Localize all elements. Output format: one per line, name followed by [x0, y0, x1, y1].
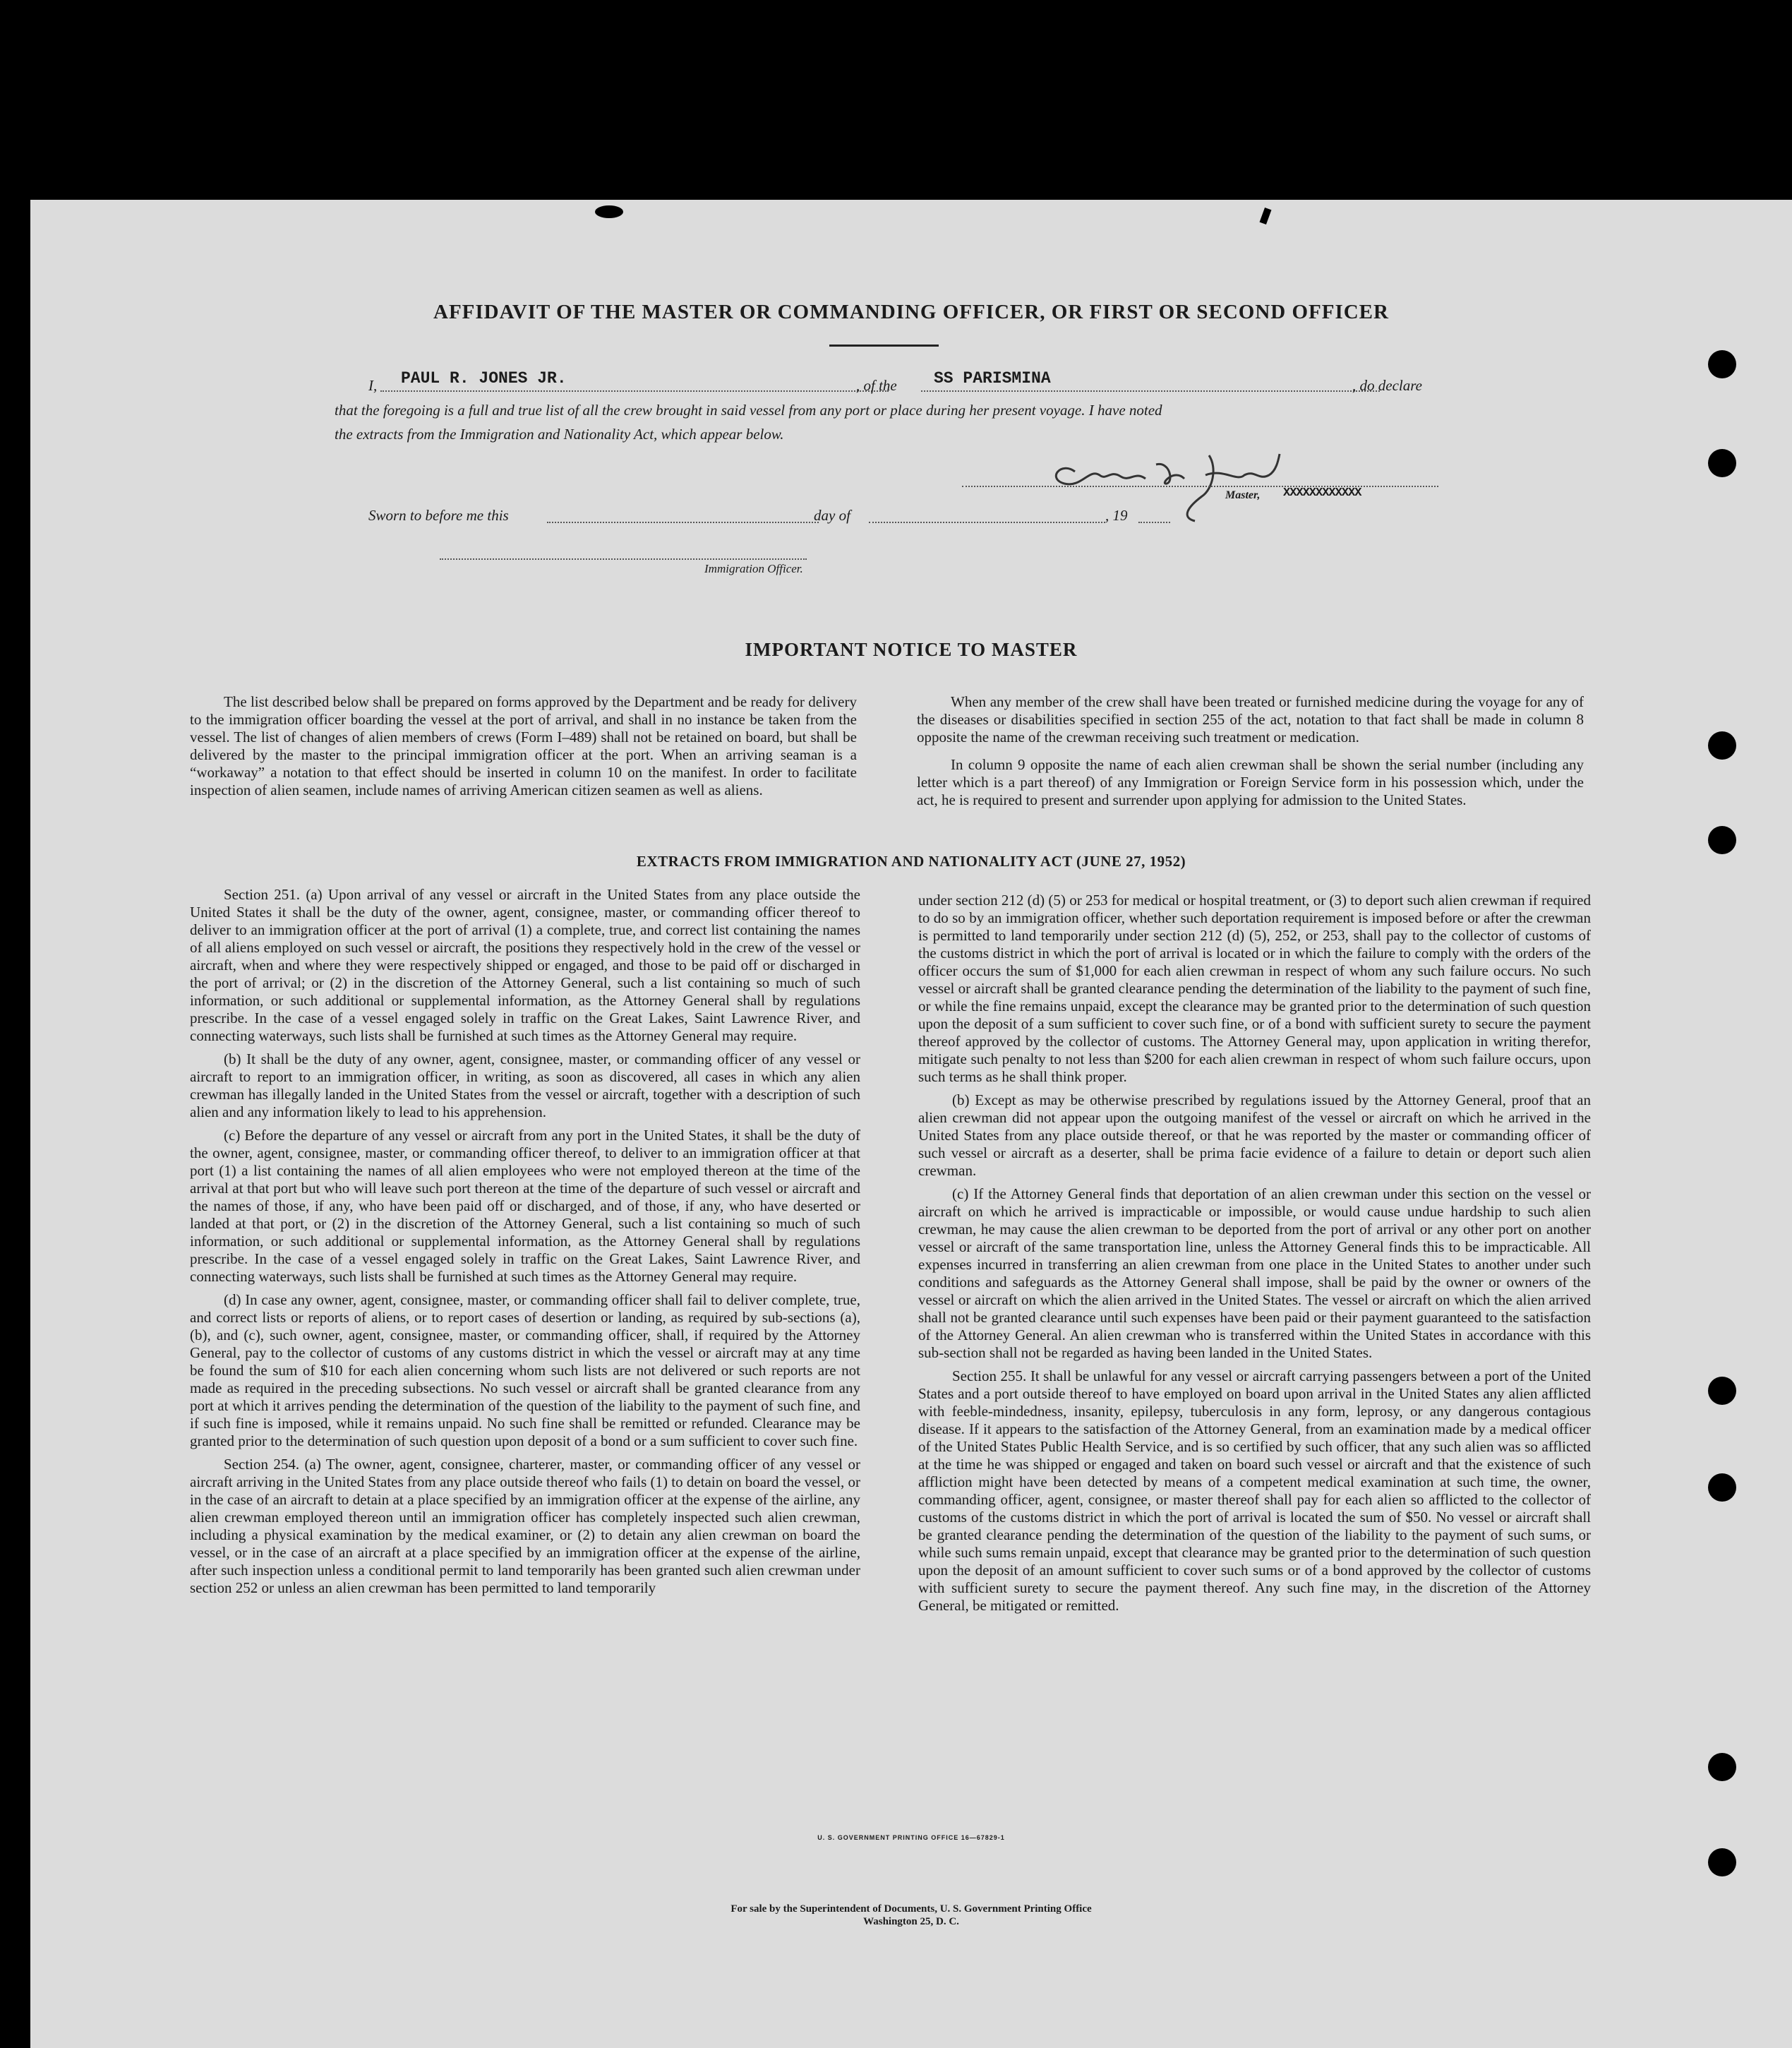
notice-title: IMPORTANT NOTICE TO MASTER — [745, 639, 1078, 660]
punch-hole — [1708, 1848, 1736, 1876]
section-251-b: (b) It shall be the duty of any owner, agent, consignee, master, or commanding officer of any vessel or aircraft to report to an immigration officer, in writing, as soon as discovered, all cases in which any alien crewman has illegally landed in the United States from the vessel or aircraft, together with a description of such alien and any information likely to lead to his apprehension. — [190, 1050, 860, 1120]
year-label: , 19 — [1105, 507, 1128, 524]
immigration-officer-line — [440, 558, 807, 560]
extracts-left-column — [190, 886, 860, 1603]
notice-right-column — [917, 693, 1584, 815]
statement-line-1: that the foregoing is a full and true list of all the crew brought in said vessel from any port or place during her present voyage. I have noted — [335, 402, 1162, 419]
sworn-year-line — [1138, 522, 1170, 523]
declarant-name: PAUL R. JONES JR. — [401, 369, 567, 388]
scan-mark — [595, 205, 623, 218]
declarant-name-line — [380, 390, 889, 392]
notice-right-paragraph-1: When any member of the crew shall have been treated or furnished medicine during the voyage for any of the diseases or disabilities specified in section 255 of the act, notation to that fact shall be made in column 8 opposite the name of the crewman receiving such treatment or medication. — [917, 693, 1584, 745]
i-label: I, — [368, 377, 378, 394]
section-251-a: Section 251. (a) Upon arrival of any vessel or aircraft in the United States from any place outside the United States it shall be the duty of the owner, agent, consignee, master, or commanding officer thereof to deliver to an immigration officer at the port of arrival (1) a complete, true, and correct list containing the names of all aliens employed on such vessel or aircraft, the positions they respectively hold in the crew of the vessel or aircraft, when and where they were respectively shipped or engaged, and those to be paid off or discharged in the port of arrival; or (2) in the discretion of the Attorney General, such a list containing so much of such information, or such additional or supplemental information, as the Attorney General shall by regulations prescribe. In the case of a vessel engaged solely in traffic on the Great Lakes, Saint Lawrence River, and connecting waterways, such lists shall be furnished at such times as the Attorney General may require. — [190, 886, 860, 1044]
day-of-label: day of — [814, 507, 850, 524]
punch-hole — [1708, 1473, 1736, 1502]
section-254-a-cont: under section 212 (d) (5) or 253 for medical or hospital treatment, or (3) to deport such alien crewman if required to do so by an immigration officer, whether such deportation requirement is imposed before or after the crewman is permitted to land temporarily under section 212 (d) (5), 252, or 253, shall pay to the collector of customs of the customs district in which the port of arrival is located or in which the failure to comply with the orders of the officer occurs the sum of $1,000 for each alien crewman in respect of whom any such failure occurs. No such vessel or aircraft shall be granted clearance pending the determination of the liability to the payment of such fine, or while the fine remains unpaid, except the clearance may be granted prior to the determination of such question upon the deposit of a sum sufficient to cover such fine, or of a bond with sufficient surety to secure the payment thereof approved by the collector of customs. The Attorney General may, upon application in writing therefor, mitigate such penalty to not less than $200 for each alien crewman in respect of whom such failure occurs, upon such terms as he shall think proper. — [918, 892, 1591, 1085]
sworn-month-line — [869, 522, 1105, 523]
sale-notice — [30, 1903, 1792, 1928]
immigration-officer-label: Immigration Officer. — [704, 562, 803, 575]
declare-label: , do declare — [1352, 377, 1422, 394]
scan-mark — [1260, 208, 1272, 224]
vessel-name: SS PARISMINA — [934, 369, 1051, 388]
struck-officer-text: XXXXXXXXXXXX — [1283, 486, 1361, 500]
punch-hole — [1708, 731, 1736, 760]
signature-line — [962, 486, 1438, 487]
statement-line-2: the extracts from the Immigration and Nationality Act, which appear below. — [335, 426, 784, 443]
sale-line-1: For sale by the Superintendent of Documents, U. S. Government Printing Office — [730, 1903, 1092, 1915]
section-254-c: (c) If the Attorney General finds that deportation of an alien crewman under this section on the vessel or aircraft on which he arrived is impracticable or impossible, or would cause undue hardship to such alien crewman, he may cause the alien crewman to be deported from the port of arrival or any other port on another vessel or aircraft of the same transportation line, unless the Attorney General finds this to be impracticable. All expenses incurred in transferring an alien crewman from one place in the United States to another under such conditions and safeguards as the Attorney General shall impose, shall be paid by the owner or owners of the vessel or aircraft on which the alien arrived in the United States. The vessel or aircraft on which the alien arrived shall not be granted clearance until such expenses have been paid or their payment guaranteed to the satisfaction of the Attorney General. An alien crewman who is transferred within the United States in accordance with this sub-section shall not be regarded as having been landed in the United States. — [918, 1185, 1591, 1361]
extracts-right-column — [918, 892, 1591, 1620]
punch-hole — [1708, 350, 1736, 378]
printing-office-line: U. S. GOVERNMENT PRINTING OFFICE 16—67829-1 — [817, 1834, 1005, 1841]
form-page — [30, 200, 1792, 2048]
section-254-b: (b) Except as may be otherwise prescribed by regulations issued by the Attorney General, proof that an alien crewman did not appear upon the outgoing manifest of the vessel or aircraft on which he arrived in the United States from any place outside thereof, or that he was reported by the master or commanding officer of such vessel or aircraft as a deserter, shall be prima facie evidence of a failure to detain or deport such alien crewman. — [918, 1091, 1591, 1179]
extracts-title: EXTRACTS FROM IMMIGRATION AND NATIONALITY ACT (JUNE 27, 1952) — [636, 853, 1186, 870]
master-label: Master, — [1225, 489, 1261, 501]
punch-hole — [1708, 1377, 1736, 1405]
sale-line-2: Washington 25, D. C. — [863, 1916, 959, 1927]
affidavit-title: AFFIDAVIT OF THE MASTER OR COMMANDING OFFICER, OR FIRST OR SECOND OFFICER — [433, 301, 1389, 323]
punch-hole — [1708, 1753, 1736, 1781]
of-the-label: , of the — [856, 377, 897, 394]
section-255: Section 255. It shall be unlawful for any vessel or aircraft carrying passengers between a port of the United States and a port outside thereof to have employed on board upon arrival in the United States any alien afflicted with feeble-mindedness, insanity, epilepsy, tuberculosis in any form, leprosy, or any dangerous contagious disease. If it appears to the satisfaction of the Attorney General, from an examination made by a medical officer of the United States Public Health Service, and is so certified by such officer, that any such alien was so afflicted at the time he was shipped or engaged and taken on board such vessel or aircraft and that the existence of such affliction might have been detected by means of a competent medical examination at such time, the owner, commanding officer, agent, consignee, or master thereof shall pay for each alien so afflicted to the collector of customs of the customs district in which the port of arrival is located the sum of $50. No vessel or aircraft shall be granted clearance pending the determination of the question of the liability to the payment of such sums, or while such sums remain unpaid, except that clearance may be granted prior to the determination of such question upon the deposit of an amount sufficient to cover such sums or of a bond approved by the collector of customs with sufficient surety to secure the payment thereof. Any such fine may, in the discretion of the Attorney General, be mitigated or remitted. — [918, 1367, 1591, 1614]
sworn-label: Sworn to before me this — [368, 507, 509, 524]
notice-right-paragraph-2: In column 9 opposite the name of each alien crewman shall be shown the serial number (including any letter which is a part thereof) of any Immigration or Foreign Service form in his possession which, under the act, he is required to present and surrender upon applying for admission to the United States. — [917, 756, 1584, 808]
section-251-d: (d) In case any owner, agent, consignee, master, or commanding officer shall fail to deliver complete, true, and correct lists or reports of aliens, or to report cases of desertion or landing, as required by sub-sections (a), (b), and (c), such owner, agent, consignee, master, or commanding officer, shall, if required by the Attorney General, pay to the collector of customs of any customs district in which the vessel or aircraft may at any time be found the sum of $10 for each alien concerning whom such lists are not delivered or such reports are not made as required in the preceding subsections. No such vessel or aircraft shall be granted clearance from any port at which it arrives pending the determination of the question of the liability to the payment of such fine, and if such fine is imposed, while it remains unpaid. No such fine shall be remitted or refunded. Clearance may be granted prior to the determination of such question upon deposit of a bond or a sum sufficient to cover such fine. — [190, 1291, 860, 1449]
notice-left-column — [190, 693, 857, 805]
vessel-name-line — [921, 390, 1380, 392]
section-251-c: (c) Before the departure of any vessel or aircraft from any port in the United States, it shall be the duty of the owner, agent, consignee, master, or commanding officer thereof, to deliver to an immigration officer at that port (1) a list containing the names of all alien employees who were not employed thereon at the time of the arrival at that port but who will leave such port thereon at the time of the departure of such vessel or aircraft and the names of those, if any, who have been paid off or discharged, and of those, if any, who have deserted or landed at that port, or (2) in the discretion of the Attorney General, such a list containing so much of such information, or such additional or supplemental information, as the Attorney General shall by regulations prescribe. In the case of a vessel engaged solely in traffic on the Great Lakes, Saint Lawrence River, and connecting waterways, such lists shall be furnished at such times as the Attorney General may require. — [190, 1127, 860, 1285]
punch-hole — [1708, 449, 1736, 477]
sworn-day-line — [547, 522, 819, 523]
punch-hole — [1708, 826, 1736, 854]
title-divider — [829, 345, 939, 347]
section-254-a: Section 254. (a) The owner, agent, consignee, charterer, master, or commanding officer of any vessel or aircraft arriving in the United States from any place outside thereof who fails (1) to detain on board the vessel, or in the case of an aircraft to detain at a place specified by an immigration officer at the expense of the airline, any alien crewman employed thereon until an immigration officer has completely inspected such alien crewman, including a physical examination by the medical examiner, or (2) to detain any alien crewman on board the vessel, or in the case of an aircraft at a place specified by an immigration officer at the expense of the airline, after such inspection unless a conditional permit to land temporarily has been granted such alien crewman under section 252 or unless an alien crewman has been permitted to land temporarily — [190, 1456, 860, 1596]
master-signature — [1033, 440, 1385, 525]
notice-left-paragraph: The list described below shall be prepared on forms approved by the Department and be ready for delivery to the immigration officer boarding the vessel at the port of arrival, and shall in no instance be taken from the vessel. The list of changes of alien members of crews (Form I–489) shall not be retained on board, but shall be delivered by the master to the principal immigration officer at the port. When an arriving seaman is a “workaway” a notation to that effect should be inserted in column 10 on the manifest. In order to facilitate inspection of alien seamen, include names of arriving American citizen seamen as well as aliens. — [190, 693, 857, 798]
